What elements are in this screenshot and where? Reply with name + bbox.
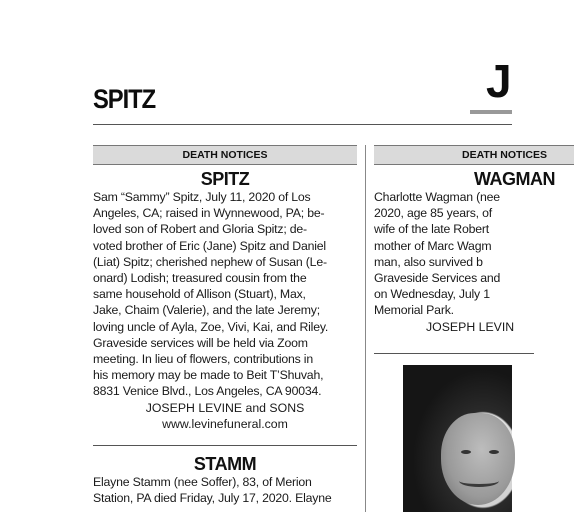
- notice-name: WAGMAN: [474, 169, 555, 189]
- funeral-home: JOSEPH LEVIN: [426, 319, 515, 334]
- body-line: mother of Marc Wagm: [374, 238, 492, 253]
- body-line: his memory may be made to Beit T’Shuvah,: [93, 368, 324, 383]
- body-line: wife of the late Robert: [374, 222, 490, 237]
- notice-divider: [93, 445, 357, 446]
- body-line: (Liat) Spitz; cherished nephew of Susan (Le-: [93, 254, 327, 269]
- body-line: same household of Allison (Stuart), Max,: [93, 287, 306, 302]
- body-line: man, also survived b: [374, 254, 483, 269]
- body-line: Angeles, CA; raised in Wynnewood, PA; be-: [93, 206, 325, 221]
- body-line: loved son of Robert and Gloria Spitz; de-: [93, 222, 307, 237]
- body-line: Sam “Sammy” Spitz, July 11, 2020 of Los: [93, 190, 311, 204]
- left-column: [93, 145, 357, 506]
- notice-divider: [374, 353, 534, 354]
- photo-eye: [489, 450, 499, 454]
- funeral-website: www.levinefuneral.com: [162, 416, 288, 431]
- section-bar-death-notices: DEATH NOTICES: [374, 145, 574, 165]
- notice-body: [374, 189, 574, 319]
- body-line: Graveside services will be held via Zoom: [93, 335, 308, 350]
- body-line: onard) Lodish; treasured cousin from the: [93, 271, 307, 286]
- body-line: Charlotte Wagman (nee: [374, 190, 500, 204]
- header-rule: [93, 124, 512, 125]
- body-line: loving uncle of Ayla, Zoe, Vivi, Kai, and Riley.: [93, 319, 329, 334]
- page-header-letter: J: [486, 55, 512, 107]
- right-column: [374, 145, 555, 362]
- body-line: 2020, age 85 years, of: [374, 206, 492, 221]
- photo-eye: [461, 450, 471, 454]
- notice-spitz: [93, 169, 357, 432]
- body-line: Station, PA died Friday, July 17, 2020. Elayne: [93, 491, 332, 506]
- photo-smile: [459, 475, 499, 487]
- body-line: Jake, Chaim (Valerie), and the late Jeremy;: [93, 303, 320, 318]
- notice-stamm: [93, 454, 357, 506]
- notice-name: STAMM: [193, 454, 257, 475]
- body-line: 8831 Venice Blvd., Los Angeles, CA 90034.: [93, 384, 322, 399]
- body-line: Memorial Park.: [374, 303, 454, 318]
- body-line: Graveside Services and: [374, 271, 501, 286]
- photo-face: [441, 413, 515, 505]
- section-bar-death-notices: DEATH NOTICES: [93, 145, 357, 165]
- funeral-home: JOSEPH LEVINE and SONS: [145, 400, 305, 415]
- body-line: Elayne Stamm (nee Soffer), 83, of Merion: [93, 475, 312, 490]
- header-accent-rule: [470, 110, 512, 114]
- column-divider: [365, 145, 366, 512]
- notice-name: SPITZ: [200, 169, 250, 189]
- body-line: on Wednesday, July 1: [374, 287, 490, 302]
- portrait-photo: [403, 365, 512, 512]
- page-header-name: SPITZ: [93, 84, 156, 114]
- body-line: voted brother of Eric (Jane) Spitz and Daniel: [93, 238, 326, 253]
- notice-wagman: [374, 169, 555, 335]
- notice-body: [93, 474, 357, 506]
- body-line: meeting. In lieu of flowers, contributions in: [93, 352, 313, 367]
- notice-body: [93, 189, 357, 400]
